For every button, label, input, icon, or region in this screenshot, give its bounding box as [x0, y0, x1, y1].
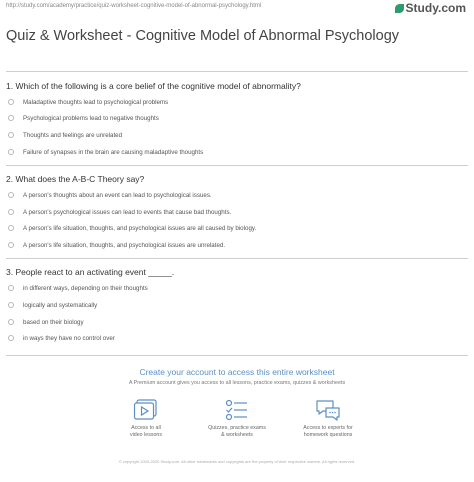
expert-chat-icon — [315, 399, 341, 421]
question-3-option-2[interactable]: logically and systematically — [8, 301, 97, 309]
page-title: Quiz & Worksheet - Cognitive Model of Abnormal Psychology — [6, 28, 400, 44]
question-3-option-4[interactable]: in ways they have no control over — [8, 334, 115, 342]
radio-icon[interactable] — [8, 285, 14, 291]
feature-experts — [283, 399, 373, 439]
radio-icon[interactable] — [8, 319, 14, 325]
radio-icon[interactable] — [8, 335, 14, 341]
question-2-option-1[interactable]: A person's thoughts about an event can lead to psychological issues. — [8, 191, 212, 199]
page-url[interactable]: http://study.com/academy/practice/quiz-worksheet-cognitive-model-of-abnormal-psychology.html — [6, 3, 262, 9]
feature-label: Quizzes, practice exams & worksheets — [208, 425, 266, 438]
divider — [6, 165, 468, 166]
radio-icon[interactable] — [8, 242, 14, 248]
feature-label: Access to experts for homework questions — [303, 425, 353, 438]
feature-quizzes — [192, 399, 282, 439]
question-3-option-1[interactable]: in different ways, depending on their thoughts — [8, 284, 148, 292]
radio-icon[interactable] — [8, 209, 14, 215]
radio-icon[interactable] — [8, 192, 14, 198]
top-bar — [0, 0, 474, 18]
question-1: 1. Which of the following is a core belief of the cognitive model of abnormality? — [6, 81, 301, 91]
radio-icon[interactable] — [8, 302, 14, 308]
question-1-option-4[interactable]: Failure of synapses in the brain are causing maladaptive thoughts — [8, 148, 203, 156]
question-1-option-3[interactable]: Thoughts and feelings are unrelated — [8, 131, 122, 139]
divider — [6, 355, 468, 356]
question-2-option-2[interactable]: A person's psychological issues can lead to events that cause bad thoughts. — [8, 208, 231, 216]
divider — [6, 258, 468, 259]
cta-subheading: A Premium account gives you access to all lessons, practice exams, quizzes & worksheets — [128, 380, 346, 386]
question-2: 2. What does the A-B-C Theory say? — [6, 174, 145, 184]
divider — [6, 71, 468, 72]
radio-icon[interactable] — [8, 132, 14, 138]
feature-label: Access to all video lessons — [129, 425, 163, 438]
video-lesson-icon — [133, 399, 159, 421]
question-2-option-4[interactable]: A person's life situation, thoughts, and psychological issues are unrelated. — [8, 241, 225, 249]
logo-text: Study.com — [405, 1, 466, 15]
question-3-option-3[interactable]: based on their biology — [8, 318, 84, 326]
cta-heading[interactable]: Create your account to access this entire worksheet — [139, 367, 335, 377]
quiz-checklist-icon — [224, 399, 250, 421]
feature-video-lessons — [101, 399, 191, 439]
question-1-option-2[interactable]: Psychological problems lead to negative thoughts — [8, 114, 159, 122]
radio-icon[interactable] — [8, 149, 14, 155]
leaf-icon — [395, 4, 404, 13]
radio-icon[interactable] — [8, 225, 14, 231]
study-logo[interactable] — [395, 1, 466, 15]
question-3: 3. People react to an activating event _____. — [6, 267, 175, 277]
radio-icon[interactable] — [8, 99, 14, 105]
radio-icon[interactable] — [8, 115, 14, 121]
copyright-footer: © copyright 2003-2020 Study.com. All other trademarks and copyrights are the property of their respective owners. All rights reserved. — [118, 459, 356, 464]
question-2-option-3[interactable]: A person's life situation, thoughts, and psychological issues are all caused by biology. — [8, 224, 256, 232]
question-1-option-1[interactable]: Maladaptive thoughts lead to psychological problems — [8, 98, 168, 106]
